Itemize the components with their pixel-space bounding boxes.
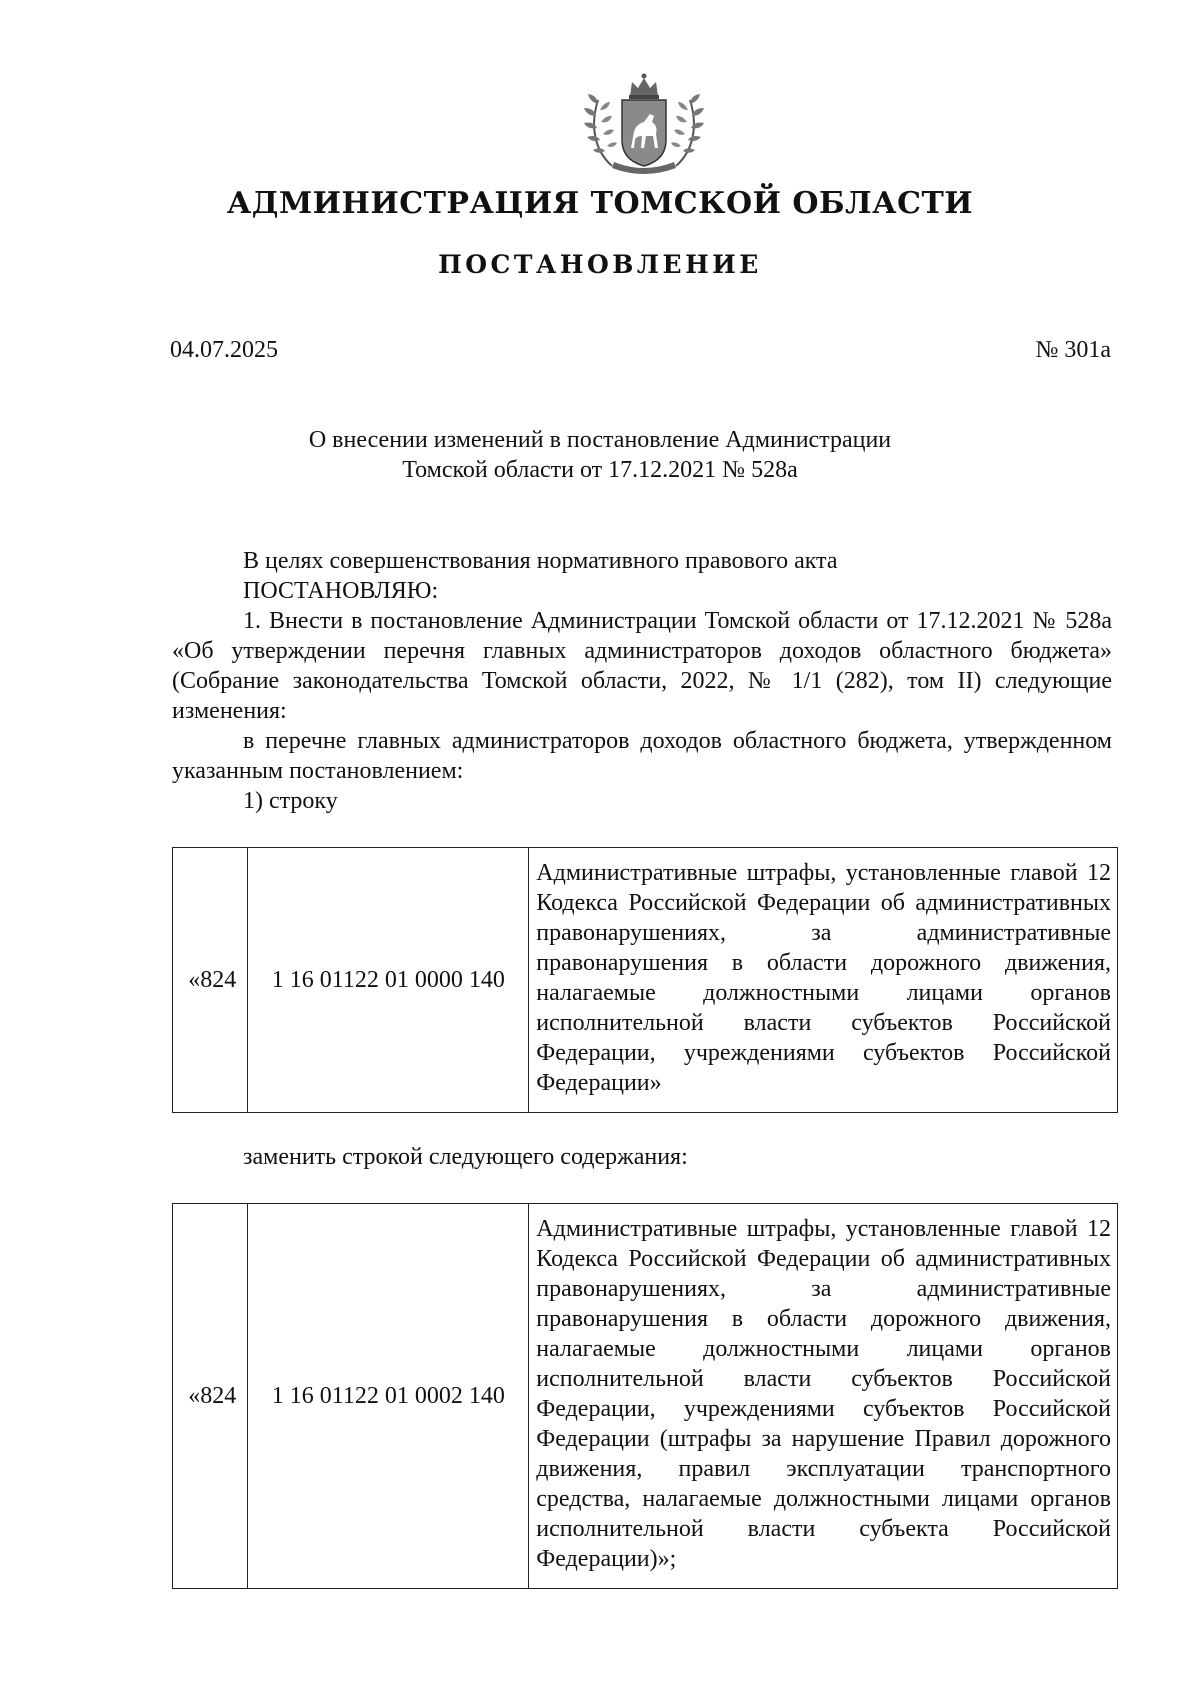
table-row	[173, 848, 1118, 1113]
subject-line: О внесении изменений в постановление Администрации	[308, 427, 892, 453]
admin-code-cell: «824	[173, 848, 248, 1113]
kbk-code-cell: 1 16 01122 01 0000 140	[248, 848, 529, 1113]
document-body	[172, 546, 1112, 816]
document-date: 04.07.2025	[170, 337, 278, 363]
document-type-heading: ПОСТАНОВЛЕНИЕ	[438, 250, 762, 279]
table-row	[173, 1204, 1118, 1589]
subitem-1-paragraph: 1) строку	[243, 788, 338, 814]
organization-title: АДМИНИСТРАЦИЯ ТОМСКОЙ ОБЛАСТИ	[226, 186, 974, 221]
admin-code-cell: «824	[173, 1204, 248, 1589]
decree-word: ПОСТАНОВЛЯЮ:	[243, 578, 439, 604]
subject-line: Томской области от 17.12.2021 № 528а	[402, 457, 798, 483]
replace-with-paragraph: заменить строкой следующего содержания:	[243, 1144, 688, 1170]
kbk-code-cell: 1 16 01122 01 0002 140	[248, 1204, 529, 1589]
preamble-paragraph: В целях совершенствования нормативного правового акта	[243, 548, 838, 574]
new-row-table	[172, 1203, 1118, 1589]
item-1-sub-paragraph: в перечне главных администраторов доходов областного бюджета, утвержденном указанным постановлением:	[172, 728, 1112, 784]
document-number: № 301а	[1035, 337, 1111, 363]
item-1-paragraph: 1. Внести в постановление Администрации Томской области от 17.12.2021 № 528а «Об утверждении перечня главных администраторов доходов областного бюджета» (Собрание законодательства Томской области, 2022, № 1/1 (282), том II) следующие изменения:	[172, 608, 1112, 724]
description-cell: Административные штрафы, установленные главой 12 Кодекса Российской Федерации об административных правонарушениях, за административные правонарушения в области дорожного движения, налагаемые должностными лицами органов исполнительной власти субъектов Российской Федерации, учреждениями субъектов Российской Федерации (штрафы за нарушение Правил дорожного движения, правил эксплуатации транспортного средства, налагаемые должностными лицами органов исполнительной власти субъекта Российской Федерации)»;	[529, 1204, 1118, 1589]
description-cell: Административные штрафы, установленные главой 12 Кодекса Российской Федерации об административных правонарушениях, за административные правонарушения в области дорожного движения, налагаемые должностными лицами органов исполнительной власти субъектов Российской Федерации, учреждениями субъектов Российской Федерации»	[529, 848, 1118, 1113]
document-subject	[0, 425, 1200, 485]
old-row-table	[172, 847, 1118, 1113]
tomsk-oblast-coat-of-arms-icon	[584, 70, 704, 178]
